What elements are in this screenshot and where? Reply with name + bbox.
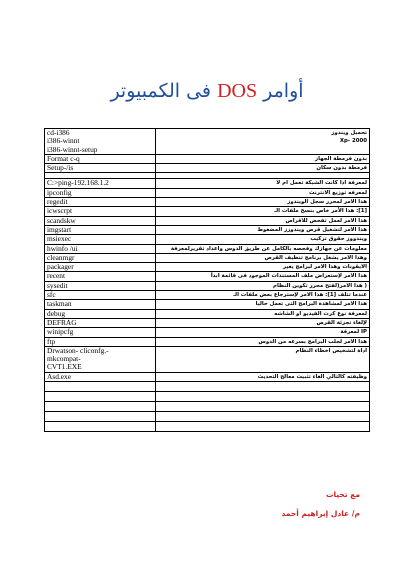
description-cell: IP لمعرفة [156,328,370,337]
command-cell: recent [45,272,156,281]
command-cell: debug [45,309,156,318]
table-row [45,164,370,173]
description-cell: لمعرفة اذا كانت الشبكة تعمل ام لا [156,179,370,188]
command-cell: C:>ping-192.168.1.2 [45,179,156,188]
title-prefix: أوامر [263,80,304,102]
description-cell: وظيفته كالتالي الغاء تثبيت معالج التحديث [156,372,370,381]
description-cell [156,412,370,422]
command-cell: ftp [45,337,156,346]
command-cell: sfc [45,291,156,300]
description-cell: هذا الامر لعمل تفحص للاقراص [156,216,370,225]
table-row [45,402,370,412]
command-cell [45,412,156,422]
table-row [45,422,370,432]
description-cell: هذا الامر لجلب البرامج بسرعه من الدوس [156,337,370,346]
table-row [45,198,370,207]
table-row [45,154,370,163]
command-cell: sysedit [45,281,156,290]
table-row [45,337,370,346]
command-cell: ipconfig [45,188,156,197]
description-cell: عندما تتلف [1]: هذا الامر لإسترجاع بعض ملفات الـ [156,291,370,300]
description-cell [156,402,370,412]
command-cell: hwinfo /ui [45,244,156,253]
command-cell [45,382,156,392]
table-row [45,235,370,244]
page-title [0,80,414,103]
table-row [45,225,370,234]
table-row [45,244,370,253]
command-cell: regedit [45,198,156,207]
command-cell: imgstart [45,225,156,234]
commands-sheet [44,128,370,432]
command-cell: msiexec [45,235,156,244]
description-cell: لمعرفه توزيع الانترنت [156,188,370,197]
description-cell: لمعرفة نوع كرت الفيديو او الشاشه [156,309,370,318]
title-suffix: فى الكمبيوتر [110,80,212,102]
table-row [45,281,370,290]
table-row [45,372,370,381]
description-cell: فرمطة بدون سكان [156,164,370,173]
command-cell: DEFRAG [45,318,156,327]
table-row [45,392,370,402]
commands-table [44,128,370,432]
table-row [45,309,370,318]
command-cell: taskman [45,300,156,309]
table-row [45,291,370,300]
table-row [45,382,370,392]
description-cell: اداة لتشخيص اخطاء النظام [156,346,370,372]
command-cell: cd-i386 i386-winnt i386-winnt-setup [45,129,156,155]
command-cell [45,422,156,432]
description-cell: هذا الامر لمشاهدة البرامج التى تعمل حاليا [156,300,370,309]
table-row [45,328,370,337]
command-cell: Asd.exe [45,372,156,381]
table-row [45,179,370,188]
description-cell: ويندووز حقوق تركيب [156,235,370,244]
table-row [45,216,370,225]
description-cell: لإلغاء تجزئة القرص [156,318,370,327]
footer-greeting: مع تحيات [325,490,360,499]
table-row [45,412,370,422]
table-row [45,272,370,281]
command-cell: packager [45,263,156,272]
footer-author: م/ عادل إبراهيم أحمد [281,509,360,518]
command-cell: Drwatson- cliconfg.- mkcompat- CVT1.EXE [45,346,156,372]
description-cell: الايقونات وهذا الامر لبرامج يغير [156,263,370,272]
description-cell: تحميل ويندوز 2000 -Xp [156,129,370,155]
description-cell: هذا الامر لمحرر سجل الويندوز [156,198,370,207]
description-cell: وهذا الامر يشغل برنامج تنظيف القرص [156,253,370,262]
command-cell [45,392,156,402]
command-cell [45,402,156,412]
table-row [45,129,370,155]
description-cell: هذا الامر لتشغيل قرص ويندوزز المضغوط [156,225,370,234]
description-cell: [1]: هذا الأمر خاص بنسخ ملفات الـ [156,207,370,216]
table-row [45,318,370,327]
description-cell [156,392,370,402]
table-row [45,207,370,216]
command-cell: winipcfg [45,328,156,337]
description-cell [156,422,370,432]
table-row [45,300,370,309]
description-cell: ( هذا الامر(لفتح محرر تكوين النظام [156,281,370,290]
description-cell [156,382,370,392]
table-row [45,253,370,262]
description-cell: بدون فرمطة الجهاز [156,154,370,163]
command-cell: Setup-/is [45,164,156,173]
description-cell: هذا الامر لإستعراض ملف المستندات الموجود فى قائمة ابدأ [156,272,370,281]
command-cell: Format c-q [45,154,156,163]
command-cell: icwscrpt [45,207,156,216]
title-dos: DOS [217,80,258,102]
command-cell: cleanmgr [45,253,156,262]
command-cell: scandskw [45,216,156,225]
table-row [45,346,370,372]
table-row [45,263,370,272]
table-row [45,188,370,197]
description-cell: معلومات عن جهازك وفحصه بالكامل عن طريق الدوس واعداد تقريرلمعرفة [156,244,370,253]
